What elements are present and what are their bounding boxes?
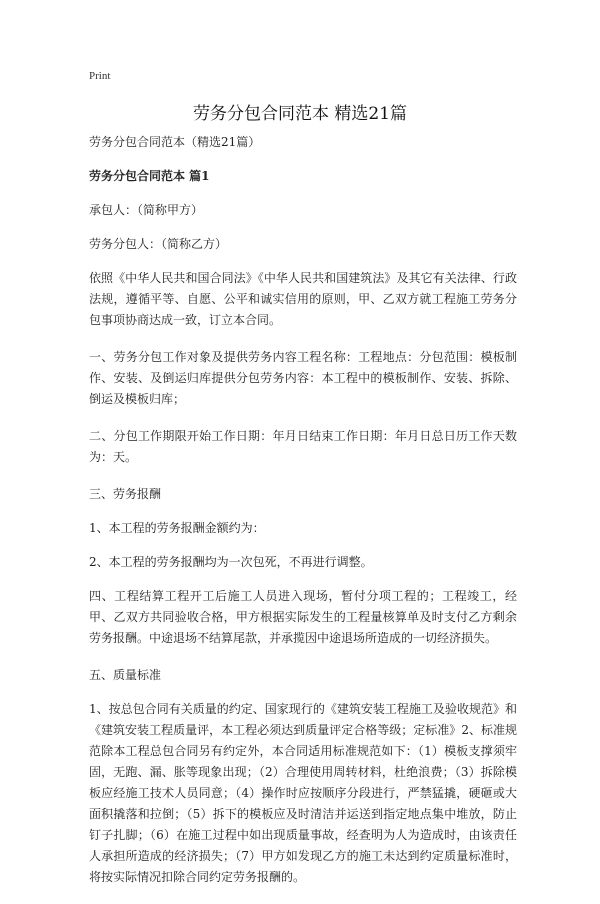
clause-two-paragraph: 二、分包工作期限开始工作日期：年月日结束工作日期：年月日总日历工作天数为：天。 <box>89 429 517 464</box>
clause-three-item-one: 1、本工程的劳务报酬金额约为： <box>89 521 265 535</box>
subcontractor-line: 劳务分包人：（简称乙方） <box>89 237 228 251</box>
document-title: 劳务分包合同范本 精选21篇 <box>192 104 408 124</box>
preamble-paragraph: 依照《中华人民共和国合同法》《中华人民共和国建筑法》及其它有关法律、行政法规，遵循平等、自愿、公平和诚实信用的原则，甲、乙双方就工程施工劳务分包事项协商达成一致，订立本合同。 <box>89 271 517 327</box>
subtitle-paragraph: 劳务分包合同范本（精选21篇） <box>89 135 261 149</box>
clause-five-heading: 五、质量标准 <box>89 668 162 682</box>
document-body <box>89 132 517 904</box>
contractor-line: 承包人：（简称甲方） <box>89 203 204 217</box>
clause-three-heading: 三、劳务报酬 <box>89 487 162 501</box>
clause-four-paragraph: 四、工程结算工程开工后施工人员进入现场，暂付分项工程的；工程竣工，经甲、乙双方共同验收合格，甲方根据实际发生的工程量核算单及时支付乙方剩余劳务报酬。中途退场不结算尾款，并承揽因中途退场所造成的一切经济损失。 <box>89 589 517 645</box>
print-label: Print <box>89 70 111 82</box>
clause-five-paragraph: 1、按总包合同有关质量的约定、国家现行的《建筑安装工程施工及验收规范》和《建筑安装工程质量评，本工程必须达到质量评定合格等级；定标准》2、标准规范除本工程总包合同另有约定外，本合同适用标准规范如下：（1）模板支撑须牢固，无跑、漏、胀等现象出现；（2）合理使用周转材料，杜绝浪费；（3）拆除模板应经施工技术人员同意；（4）操作时应按顺序分段进行，严禁猛撬，硬砸或大面积撬落和拉倒；（5）拆下的模板应及时清洁并运送到指定地点集中堆放，防止钉子扎脚；（6）在施工过程中如出现质量事故，经查明为人为造成时，由该责任人承担所造成的经济损失；（7）甲方如发现乙方的施工未达到约定质量标准时，将按实际情况扣除合同约定劳务报酬的。 <box>89 702 517 884</box>
section-heading: 劳务分包合同范本 篇1 <box>89 169 210 183</box>
clause-three-item-two: 2、本工程的劳务报酬均为一次包死，不再进行调整。 <box>89 555 373 569</box>
clause-one-paragraph: 一、劳务分包工作对象及提供劳务内容工程名称：工程地点：分包范围：模板制作、安装、及倒运归库提供分包劳务内容：本工程中的模板制作、安装、拆除、倒运及模板归库； <box>89 350 517 406</box>
